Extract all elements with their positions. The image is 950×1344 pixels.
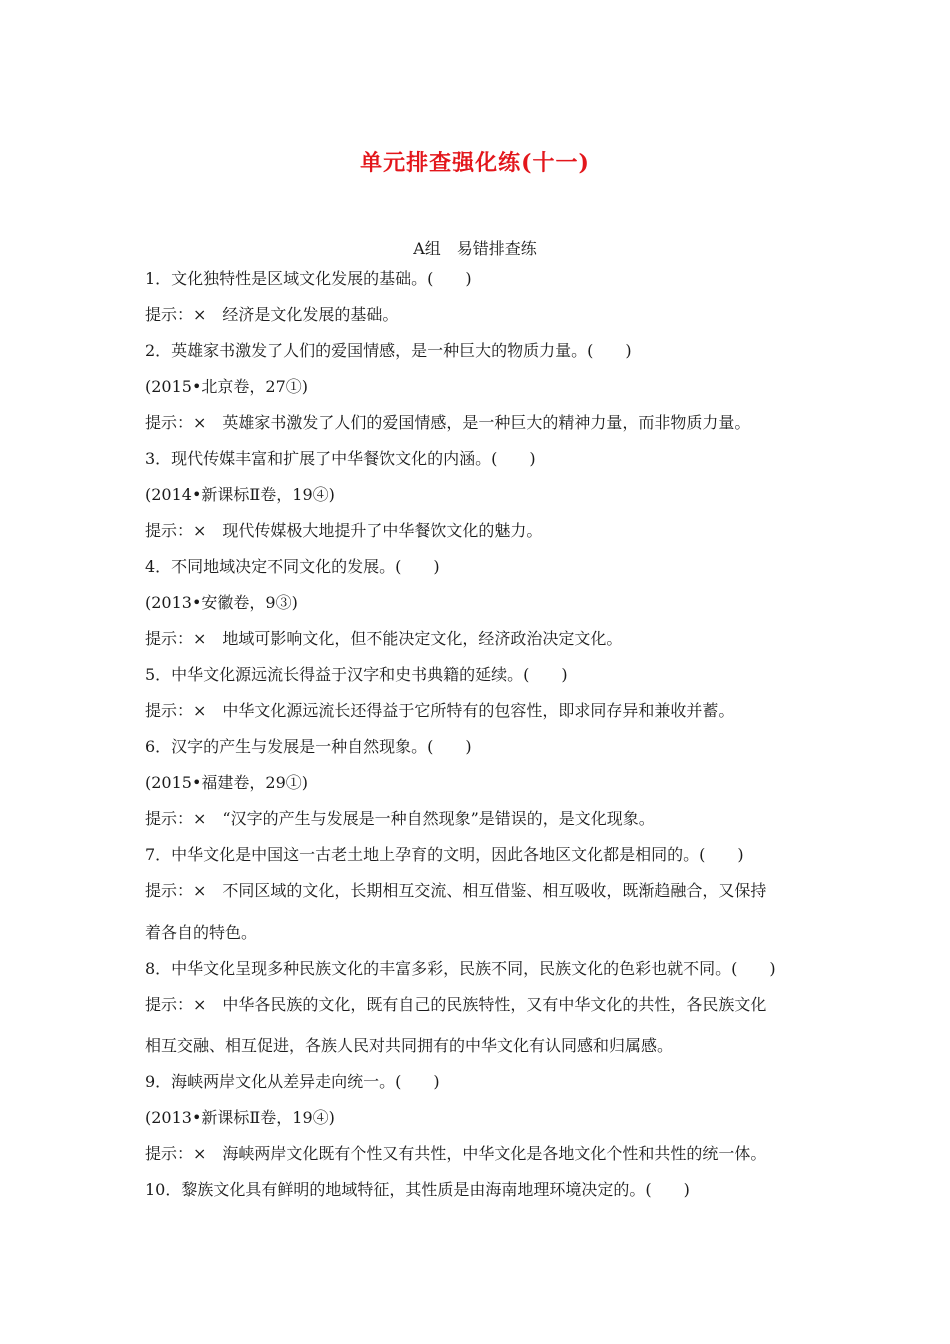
hint-8-line-2: 相互交融、相互促进，各族人民对共同拥有的中华文化有认同感和归属感。	[145, 1036, 674, 1055]
question-6: 6．汉字的产生与发展是一种自然现象。( )	[145, 737, 472, 756]
question-9: 9．海峡两岸文化从差异走向统一。( )	[145, 1072, 440, 1091]
source-9: (2013•新课标Ⅱ卷，19④)	[145, 1108, 335, 1127]
hint-3: 提示：× 现代传媒极大地提升了中华餐饮文化的魅力。	[145, 521, 543, 540]
hint-4: 提示：× 地域可影响文化，但不能决定文化，经济政治决定文化。	[145, 629, 623, 648]
hint-8-line-1: 提示：× 中华各民族的文化，既有自己的民族特性，又有中华文化的共性，各民族文化	[145, 995, 767, 1014]
page-title: 单元排查强化练(十一)	[360, 150, 590, 176]
question-7: 7．中华文化是中国这一古老土地上孕育的文明，因此各地区文化都是相同的。( )	[145, 845, 744, 864]
source-6: (2015•福建卷，29①)	[145, 773, 309, 792]
source-2: (2015•北京卷，27①)	[145, 377, 309, 396]
question-8: 8．中华文化呈现多种民族文化的丰富多彩，民族不同，民族文化的色彩也就不同。( )	[145, 959, 776, 978]
hint-7-line-2: 着各自的特色。	[145, 923, 258, 942]
section-heading: A组 易错排查练	[413, 239, 537, 258]
question-4: 4．不同地域决定不同文化的发展。( )	[145, 557, 440, 576]
question-10: 10．黎族文化具有鲜明的地域特征，其性质是由海南地理环境决定的。( )	[145, 1180, 690, 1199]
hint-9: 提示：× 海峡两岸文化既有个性又有共性，中华文化是各地文化个性和共性的统一体。	[145, 1144, 767, 1163]
question-1: 1．文化独特性是区域文化发展的基础。( )	[145, 269, 472, 288]
hint-7-line-1: 提示：× 不同区域的文化，长期相互交流、相互借鉴、相互吸收，既渐趋融合，又保持	[145, 881, 767, 900]
question-2: 2．英雄家书激发了人们的爱国情感，是一种巨大的物质力量。( )	[145, 341, 632, 360]
question-5: 5．中华文化源远流长得益于汉字和史书典籍的延续。( )	[145, 665, 568, 684]
source-4: (2013•安徽卷，9③)	[145, 593, 298, 612]
source-3: (2014•新课标Ⅱ卷，19④)	[145, 485, 335, 504]
hint-5: 提示：× 中华文化源远流长还得益于它所特有的包容性，即求同存异和兼收并蓄。	[145, 701, 735, 720]
question-3: 3．现代传媒丰富和扩展了中华餐饮文化的内涵。( )	[145, 449, 536, 468]
hint-6: 提示：× “汉字的产生与发展是一种自然现象”是错误的，是文化现象。	[145, 809, 655, 828]
hint-1: 提示：× 经济是文化发展的基础。	[145, 305, 399, 324]
hint-2: 提示：× 英雄家书激发了人们的爱国情感，是一种巨大的精神力量，而非物质力量。	[145, 413, 751, 432]
